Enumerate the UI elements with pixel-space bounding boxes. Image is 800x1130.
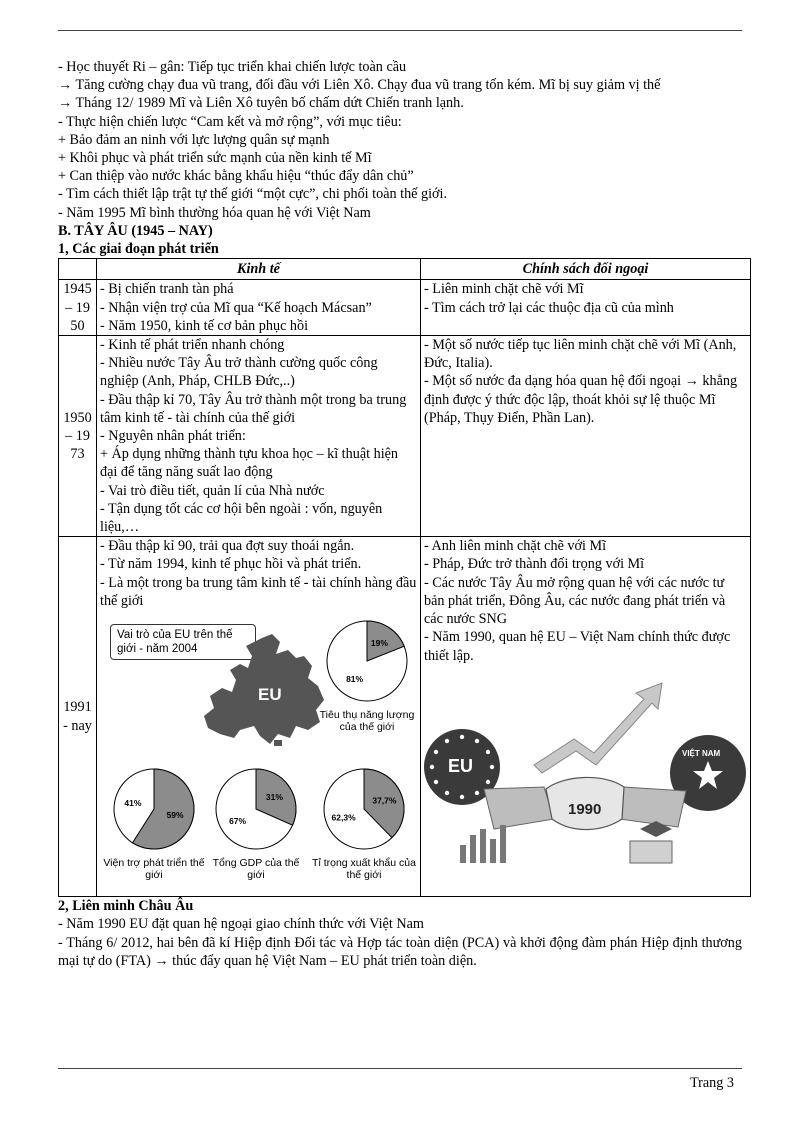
intro-line: → Tháng 12/ 1989 Mĩ và Liên Xô tuyên bố chấm dứt Chiến tranh lạnh.	[58, 95, 464, 112]
eu-star	[475, 791, 479, 795]
year-label: 1990	[568, 800, 602, 818]
pie-chart-aid	[100, 764, 208, 881]
eu-star	[445, 791, 449, 795]
pie-label-eu: 31%	[265, 792, 283, 803]
foreign-cell	[421, 336, 751, 537]
eu-star	[445, 739, 449, 743]
eu-star	[490, 765, 494, 769]
table-line: - Tận dụng tốt các cơ hội bên ngoài : vốn, nguyên liệu,…	[100, 500, 383, 536]
left-sleeve	[484, 787, 554, 829]
table-line: - Một số nước tiếp tục liên minh chặt chẽ với Mĩ (Anh, Đức, Italia).	[424, 337, 737, 372]
vietnam-emblem-label: VIỆT NAM	[682, 748, 721, 758]
economy-cell	[97, 537, 421, 897]
book-icon	[630, 841, 672, 863]
section-b-heading: B. TÂY ÂU (1945 – NAY)	[58, 222, 213, 239]
pie-title: Viện trợ phát triển thế giới	[103, 857, 205, 882]
period-cell	[59, 537, 97, 897]
table-header-economy: Kinh tế	[97, 259, 421, 280]
table-line: - Nguyên nhân phát triển:	[100, 428, 246, 445]
table-line: - Liên minh chặt chẽ với Mĩ	[424, 281, 584, 298]
eu-star	[430, 765, 434, 769]
page-number: Trang 3	[689, 1075, 734, 1091]
eu-star	[475, 739, 479, 743]
table-line: - Vai trò điều tiết, quản lí của Nhà nước	[100, 482, 325, 499]
pie-label-eu: 59%	[166, 810, 184, 821]
eu-emblem-label: EU	[448, 755, 474, 776]
table-line: - Các nước Tây Âu mở rộng quan hệ với các nước tư bản phát triển, Đông Âu, các nước đang phát triển và các nước SNG	[424, 574, 726, 628]
pie-svg	[109, 764, 199, 854]
eu-star	[434, 750, 438, 754]
table-line: - Đầu thập kỉ 90, trải qua đợt suy thoái ngắn.	[100, 538, 355, 555]
pie-chart-export	[310, 764, 418, 881]
page-content	[58, 58, 742, 970]
west-europe-table	[58, 258, 751, 897]
pie-svg	[211, 764, 301, 854]
pie-title: Tổng GDP của thế giới	[212, 857, 300, 882]
intro-line: - Tìm cách thiết lập trật tự thế giới “một cực”, chi phối toàn thế giới.	[58, 186, 448, 203]
period-label: 1991 - nay	[63, 699, 92, 734]
table-line: - Tìm cách trở lại các thuộc địa cũ của mình	[424, 299, 674, 316]
table-line: - Đầu thập kỉ 70, Tây Âu trở thành một trong ba trung tâm kinh tế - tài chính của thế giới	[100, 391, 407, 426]
bottom-rule	[58, 1068, 742, 1069]
pie-title: Tiêu thụ năng lượng của thế giới	[319, 709, 415, 734]
foreign-cell	[421, 280, 751, 336]
table-line: - Một số nước đa dạng hóa quan hệ đối ngoại → khẳng định được ý thức độc lập, thoát khỏi sự lệ thuộc Mĩ (Pháp, Thụy Điển, Phần Lan).	[424, 373, 738, 426]
eu-star	[486, 780, 490, 784]
pie-label-other: 41%	[124, 797, 142, 808]
intro-section	[58, 58, 742, 222]
table-line: - Năm 1990, quan hệ EU – Việt Nam chính thức được thiết lập.	[424, 629, 731, 664]
table-line: - Từ năm 1994, kinh tế phục hồi và phát triển.	[100, 556, 362, 573]
table-header-period	[59, 259, 97, 280]
table-line: - Kinh tế phát triển nhanh chóng	[100, 337, 285, 354]
growth-arrow-icon	[534, 683, 662, 773]
subsection-2-heading: 2, Liên minh Châu Âu	[58, 898, 194, 915]
top-rule	[58, 30, 742, 31]
subsection-1-heading: 1, Các giai đoạn phát triển	[58, 241, 219, 258]
pie-chart-energy	[312, 616, 422, 733]
table-line: - Bị chiến tranh tàn phá	[100, 281, 234, 298]
pie-label-other: 62,3%	[331, 812, 356, 823]
eu-star	[460, 795, 464, 799]
intro-line: - Thực hiện chiến lược “Cam kết và mở rộng”, với mục tiêu:	[58, 113, 402, 130]
eu-role-figure	[100, 616, 417, 896]
table-row	[59, 280, 751, 336]
eu-star	[486, 750, 490, 754]
eu-map-label: EU	[258, 685, 282, 705]
table-line: - Pháp, Đức trở thành đối trọng với Mĩ	[424, 556, 645, 573]
pie-title: Tỉ trọng xuất khẩu của thế giới	[312, 857, 416, 882]
intro-line: + Khôi phục và phát triển sức mạnh của nền kinh tế Mĩ	[58, 150, 372, 167]
economy-list	[100, 537, 417, 610]
eu-section-lines	[58, 915, 742, 970]
foreign-cell	[421, 537, 751, 897]
intro-line: - Năm 1995 Mĩ bình thường hóa quan hệ với Việt Nam	[58, 204, 371, 221]
pie-svg	[319, 764, 409, 854]
foreign-list	[424, 537, 747, 664]
table-line: - Nhiều nước Tây Âu trở thành cường quốc công nghiệp (Anh, Pháp, CHLB Đức,..)	[100, 355, 378, 390]
pie-label-eu: 37,7%	[372, 795, 397, 806]
handshake-figure	[424, 669, 747, 867]
intro-line: + Bảo đảm an ninh với lực lượng quân sự mạnh	[58, 131, 330, 148]
table-line: - Năm 1950, kinh tế cơ bản phục hồi	[100, 317, 309, 334]
eu-line: - Năm 1990 EU đặt quan hệ ngoại giao chính thức với Việt Nam	[58, 916, 424, 933]
pie-chart-gdp	[206, 764, 306, 881]
pie-label-other: 67%	[229, 816, 247, 827]
period-label: 1945 – 1950	[63, 281, 92, 334]
eu-figure-title: Vai trò của EU trên thế giới - năm 2004	[117, 629, 233, 656]
eu-line: - Tháng 6/ 2012, hai bên đã kí Hiệp định Đối tác và Hợp tác toàn diện (PCA) và khởi động đàm phán Hiệp định thương mại tự do (FTA) → thúc đẩy quan hệ Việt Nam – EU phát triển toàn diện.	[58, 934, 742, 969]
intro-line: + Can thiệp vào nước khác bằng khẩu hiệu “thúc đẩy dân chủ”	[58, 168, 414, 185]
table-header-foreign: Chính sách đối ngoại	[421, 259, 751, 280]
pie-label-eu: 19%	[370, 637, 388, 648]
table-row	[59, 336, 751, 537]
right-sleeve	[620, 787, 686, 827]
period-label: 1950 – 1973	[63, 409, 92, 463]
table-line: + Áp dụng những thành tựu khoa học – kĩ thuật hiện đại để tăng năng suất lao động	[100, 446, 399, 481]
intro-line: - Học thuyết Ri – gân: Tiếp tục triển khai chiến lược toàn cầu	[58, 59, 407, 75]
intro-line: → Tăng cường chạy đua vũ trang, đối đầu với Liên Xô. Chạy đua vũ trang tốn kém. Mĩ bị suy giảm vị thế	[58, 77, 661, 94]
table-line: - Anh liên minh chặt chẽ với Mĩ	[424, 538, 607, 555]
eu-star	[460, 735, 464, 739]
eu-star	[434, 780, 438, 784]
table-row	[59, 537, 751, 897]
pie-label-other: 81%	[346, 674, 364, 685]
period-cell	[59, 280, 97, 336]
table-line: - Là một trong ba trung tâm kinh tế - tài chính hàng đầu thế giới	[100, 574, 417, 609]
pie-svg	[322, 616, 412, 706]
table-header-row	[59, 259, 751, 280]
bar-chart-icon	[460, 825, 506, 863]
economy-cell	[97, 336, 421, 537]
economy-cell	[97, 280, 421, 336]
table-line: - Nhận viện trợ của Mĩ qua “Kế hoạch Mácsan”	[100, 299, 372, 316]
period-cell	[59, 336, 97, 537]
